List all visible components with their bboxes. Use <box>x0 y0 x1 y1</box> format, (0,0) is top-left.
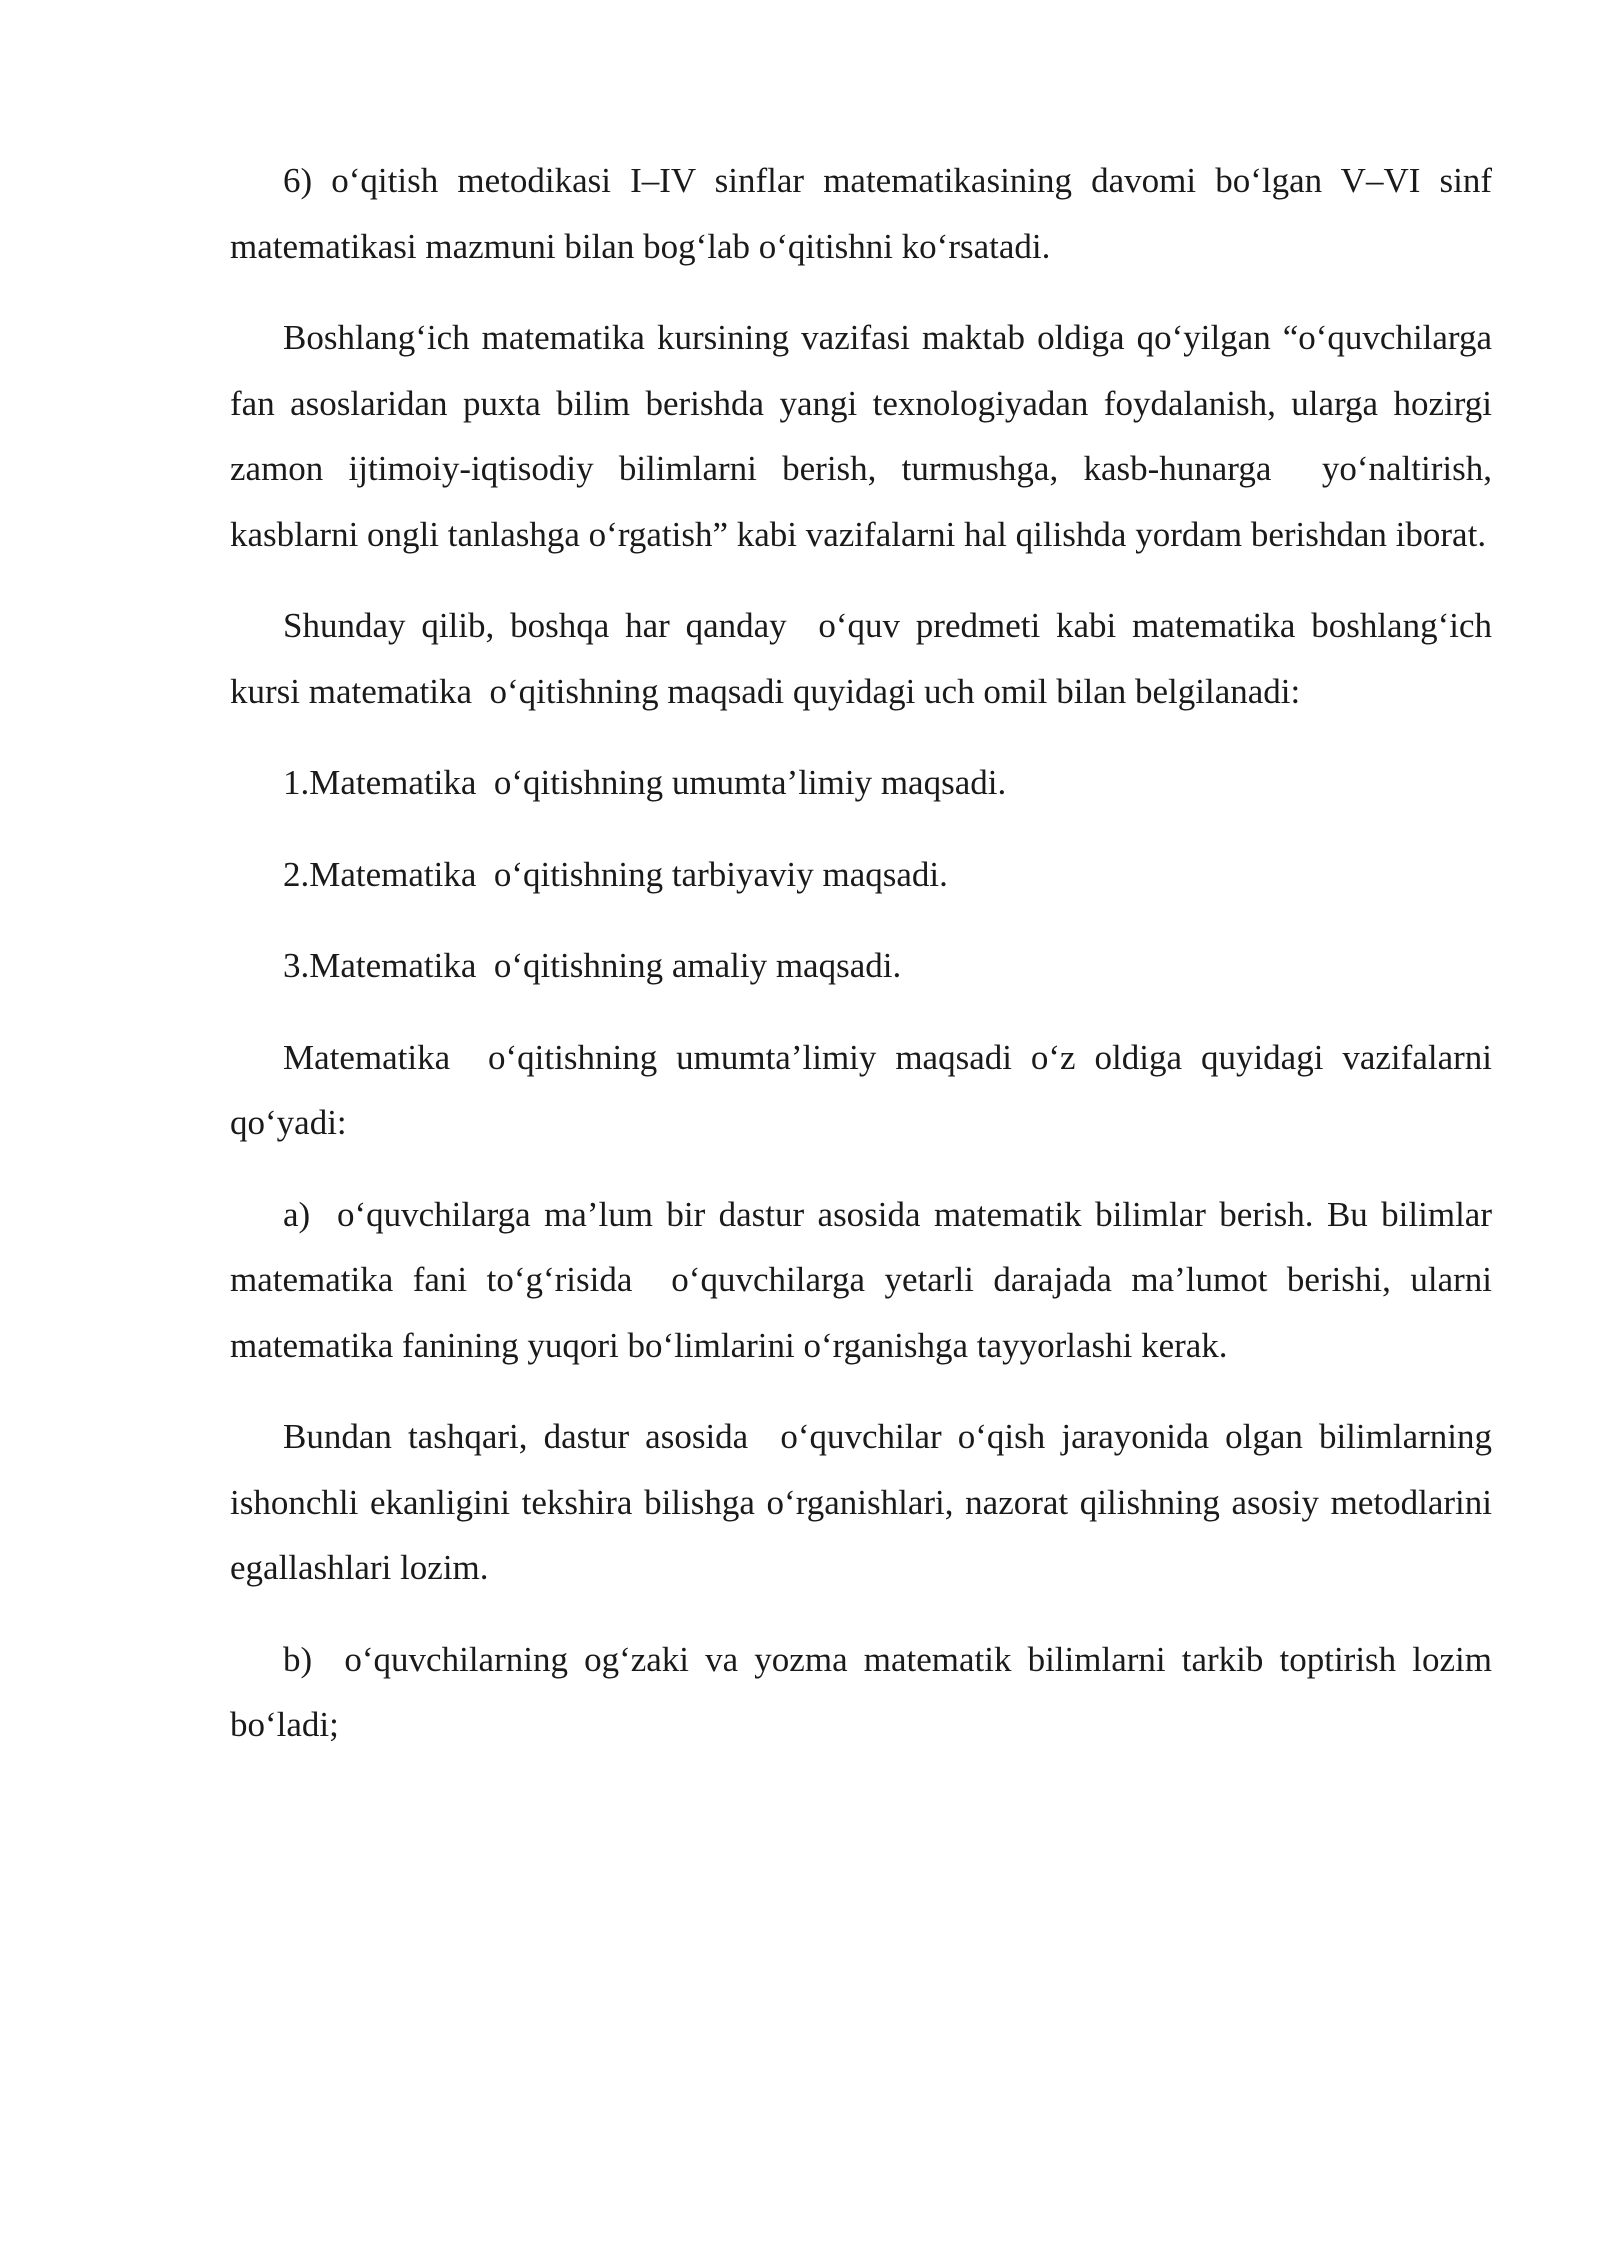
paragraph-item-b: b) o‘quvchilarning og‘zaki va yozma matematik bilimlarni tarkib toptirish lozim bo‘ladi; <box>230 1639 1501 1744</box>
paragraph-4: Matematika o‘qitishning umumta’limiy maqsadi o‘z oldiga quyidagi vazifalarni qo‘yadi: <box>230 1037 1501 1142</box>
list-item-1: 1.Matematika o‘qitishning umumta’limiy maqsadi. <box>283 763 1007 802</box>
paragraph-2: Boshlang‘ich matematika kursining vazifasi maktab oldiga qo‘yilgan “o‘quvchilarga fan asoslaridan puxta bilim berishda yangi texnologiyadan foydalanish, ularga hozirgi zamon ijtimoiy-iqtisodiy bilimlarni berish, turmushga, kasb-hunarga yo‘naltirish, kasblarni ongli tanlashga o‘rgatish” kabi vazifalarni hal qilishda yordam berishdan iborat. <box>230 318 1510 554</box>
paragraph-3: Shunday qilib, boshqa har qanday o‘quv predmeti kabi matematika boshlang‘ich kursi matematika o‘qitishning maqsadi quyidagi uch omil bilan belgilanadi: <box>230 606 1501 711</box>
paragraph-item-a: a) o‘quvchilarga ma’lum bir dastur asosida matematik bilimlar berish. Bu bilimlar matematika fani to‘g‘risida o‘quvchilarga yetarli darajada ma’lumot berishi, ularni matematika fanining yuqori bo‘limlarini o‘rganishga tayyorlashi kerak. <box>230 1194 1501 1365</box>
paragraph-1: 6) o‘qitish metodikasi I–IV sinflar matematikasining davomi bo‘lgan V–VI sinf matematikasi mazmuni bilan bog‘lab o‘qitishni ko‘rsatadi. <box>230 161 1501 266</box>
paragraph-5: Bundan tashqari, dastur asosida o‘quvchilar o‘qish jarayonida olgan bilimlarning ishonchli ekanligini tekshira bilishga o‘rganishlari, nazorat qilishning asosiy metodlarini egallashlari lozim. <box>230 1417 1501 1587</box>
list-item-3: 3.Matematika o‘qitishning amaliy maqsadi. <box>283 946 902 985</box>
list-item-2: 2.Matematika o‘qitishning tarbiyaviy maqsadi. <box>283 854 948 894</box>
document-body <box>230 148 1510 1784</box>
